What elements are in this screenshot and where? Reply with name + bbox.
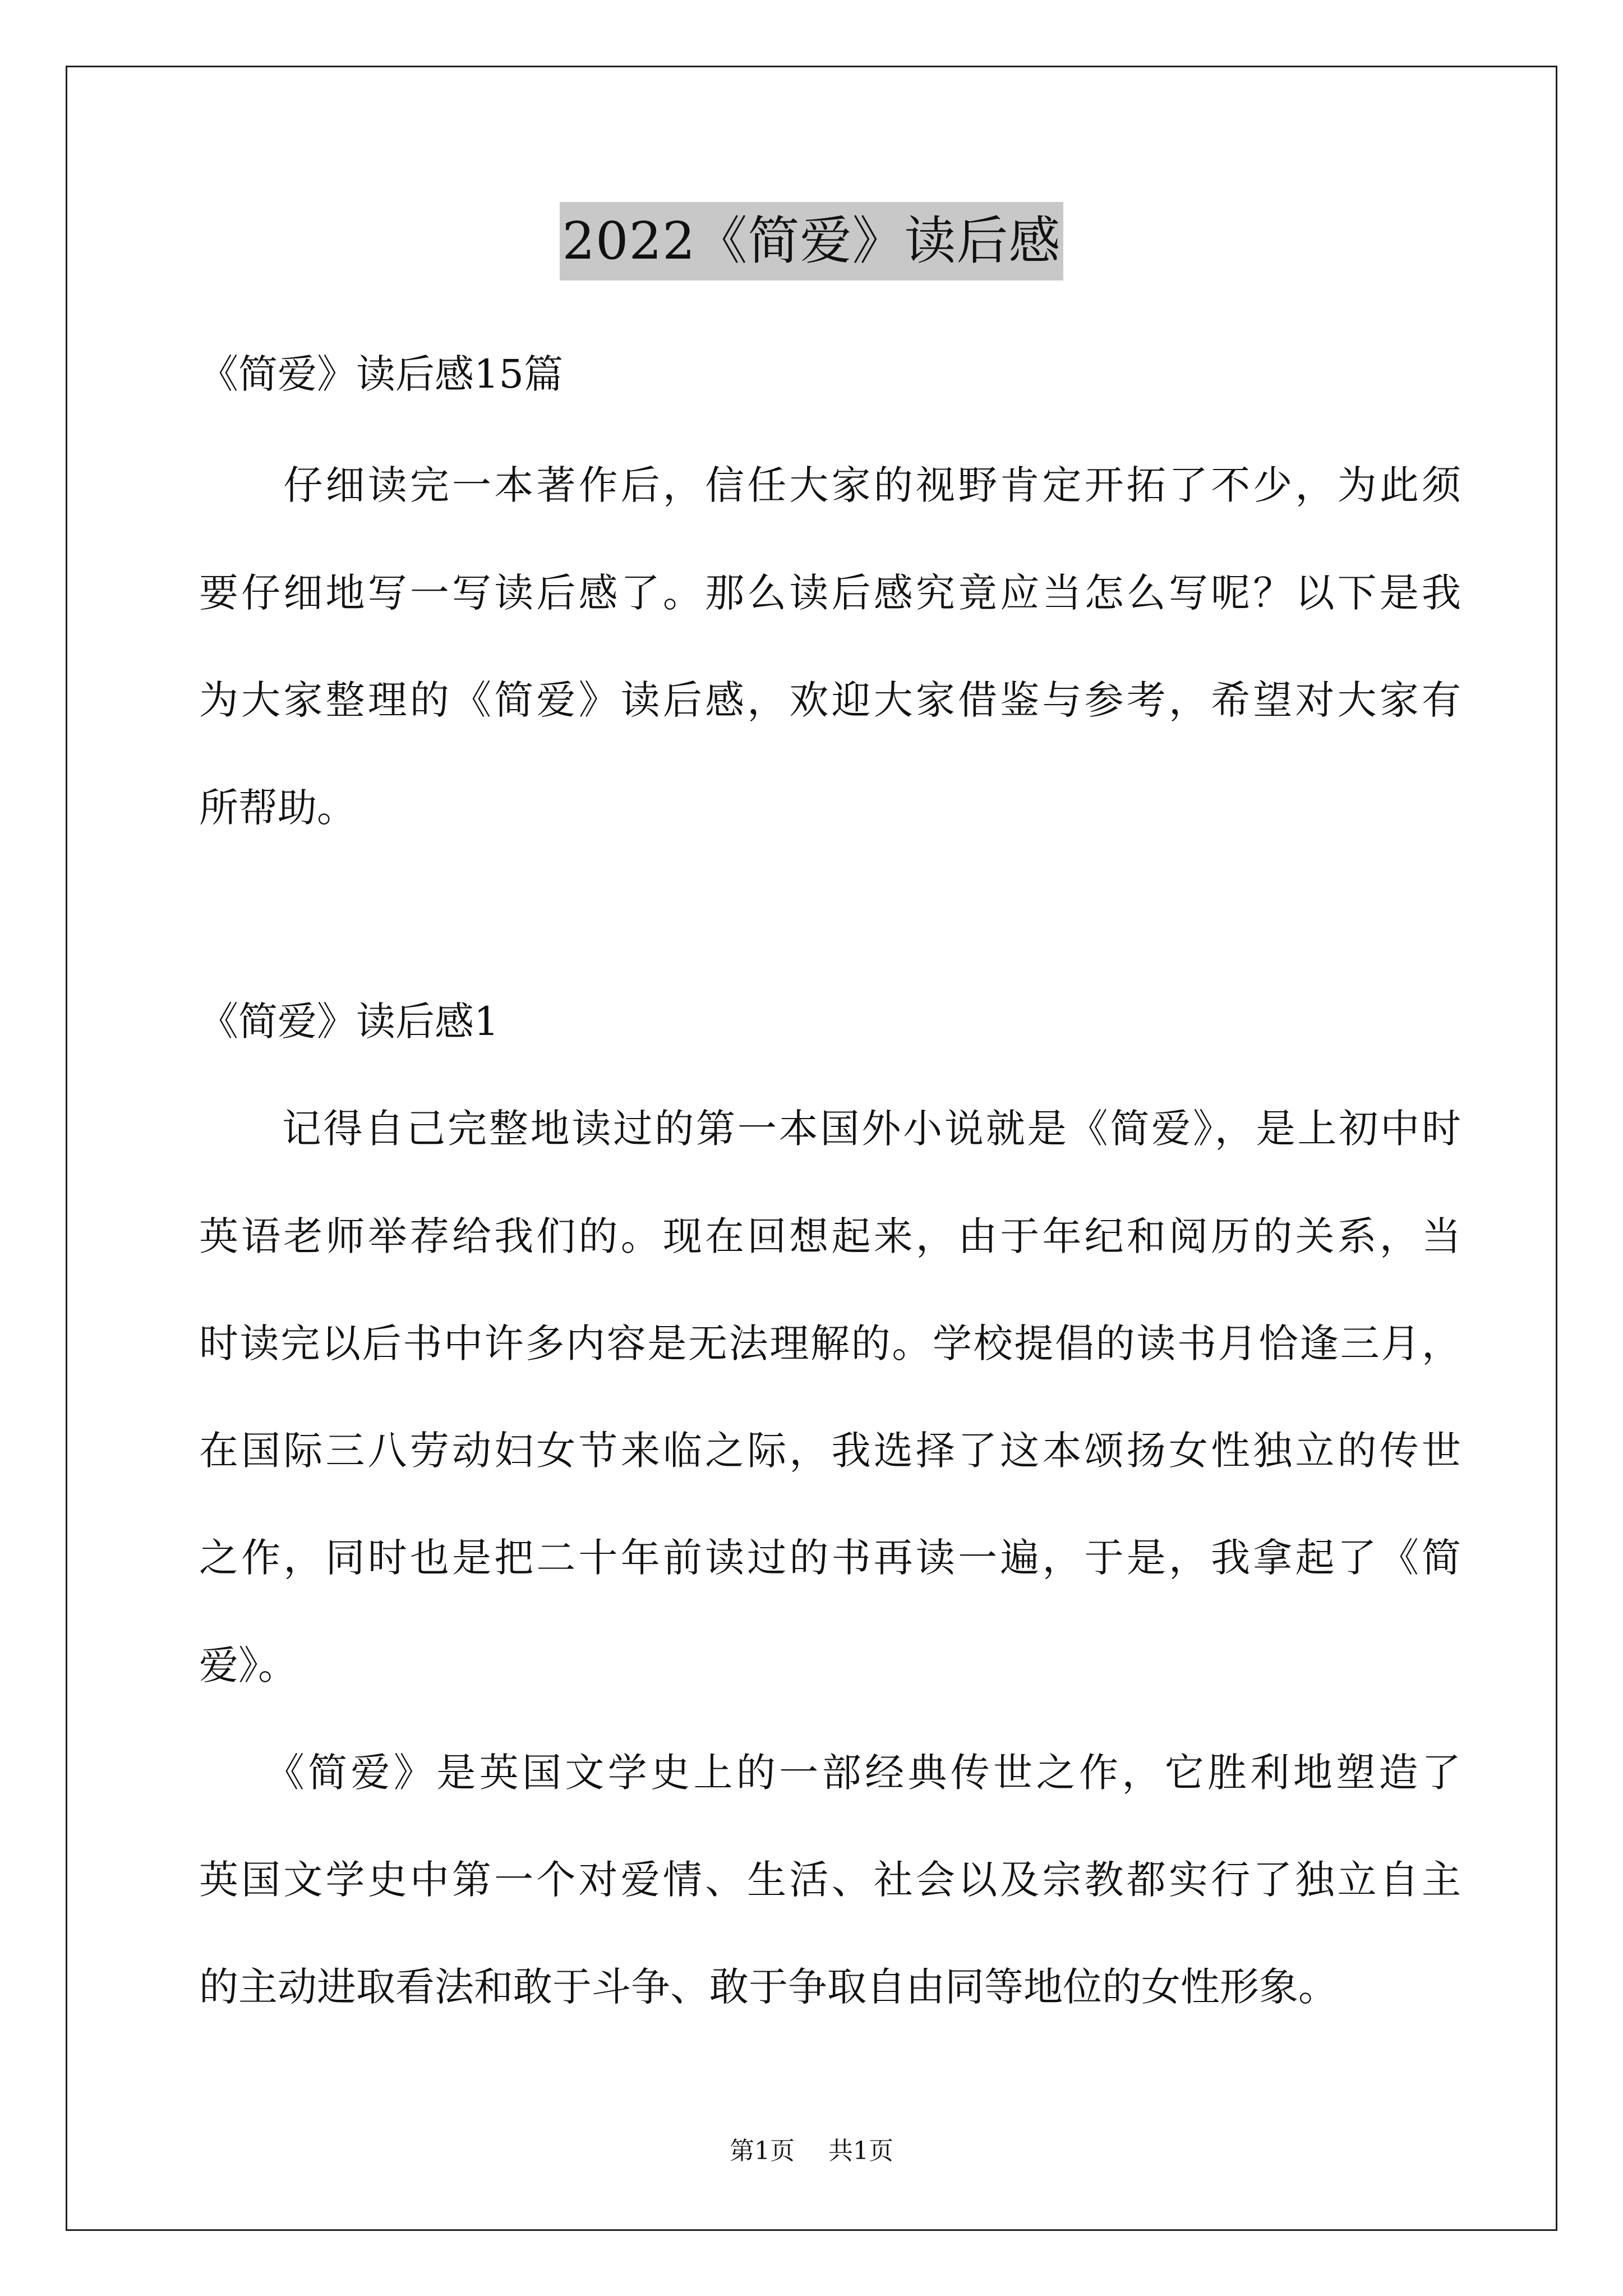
paragraph2-line-2: 英国文学史中第一个对爱情、生活、社会以及宗教都实行了独立自主 — [199, 1857, 1461, 1903]
paragraph2-line-3: 的主动进取看法和敢于斗争、敢于争取自由同等地位的女性形象。 — [199, 1964, 1338, 2010]
intro-line-3: 为大家整理的《简爱》读后感，欢迎大家借鉴与参考，希望对大家有 — [199, 677, 1461, 723]
subtitle: 《简爱》读后感15篇 — [199, 351, 564, 397]
paragraph1-line-2: 英语老师举荐给我们的。现在回想起来，由于年纪和阅历的关系，当 — [199, 1213, 1461, 1259]
intro-line-4: 所帮助。 — [199, 785, 356, 831]
page-total: 共1页 — [828, 2137, 893, 2165]
paragraph1-line-6: 爱》。 — [199, 1642, 297, 1688]
paragraph1-line-1: 记得自己完整地读过的第一本国外小说就是《简爱》，是上初中时 — [199, 1106, 1461, 1152]
page-footer — [0, 2134, 1623, 2168]
section-heading: 《简爱》读后感1 — [199, 999, 499, 1045]
paragraph1-line-3: 时读完以后书中许多内容是无法理解的。学校提倡的读书月恰逢三月， — [199, 1320, 1461, 1366]
paragraph1-line-4: 在国际三八劳动妇女节来临之际，我选择了这本颂扬女性独立的传世 — [199, 1428, 1461, 1474]
page-number: 第1页 — [730, 2137, 795, 2165]
document-title: 2022《简爱》读后感 — [560, 202, 1063, 280]
title-container — [0, 202, 1623, 280]
paragraph2-line-1: 《简爱》是英国文学史上的一部经典传世之作，它胜利地塑造了 — [199, 1750, 1461, 1796]
intro-line-1: 仔细读完一本著作后，信任大家的视野肯定开拓了不少，为此须 — [199, 462, 1461, 508]
paragraph1-line-5: 之作，同时也是把二十年前读过的书再读一遍，于是，我拿起了《简 — [199, 1535, 1461, 1581]
intro-line-2: 要仔细地写一写读后感了。那么读后感究竟应当怎么写呢？以下是我 — [199, 570, 1461, 616]
